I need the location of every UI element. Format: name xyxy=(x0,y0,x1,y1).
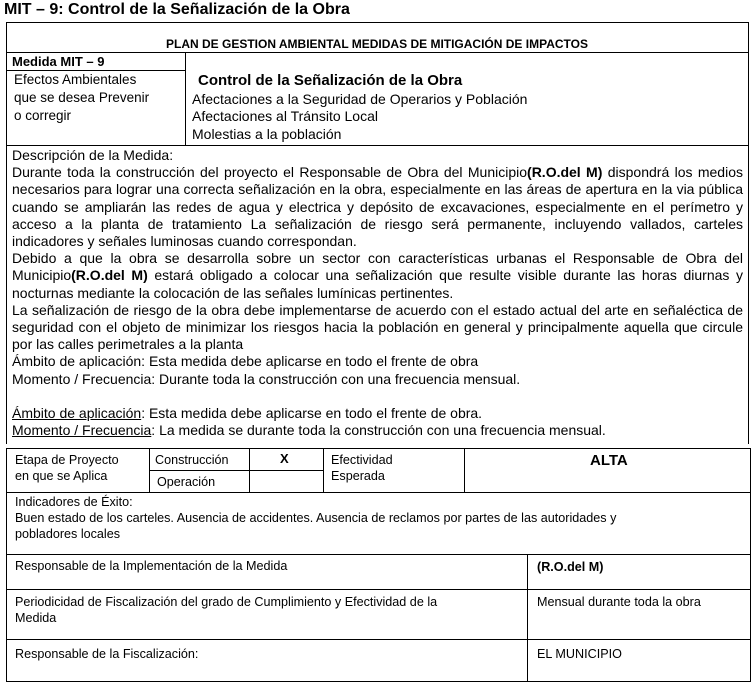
etapa-label: Etapa de Proyecto en que se Aplica xyxy=(15,453,119,483)
efectividad-label: Efectividad Esperada xyxy=(331,453,393,483)
efectividad-value: ALTA xyxy=(590,452,628,469)
momento-line: Momento / Frecuencia: Durante toda la construcción con una frecuencia mensual. xyxy=(12,370,521,387)
descripcion-paragraph: Durante toda la construcción del proyecto el Responsable de Obra del Municipio(R.O.del M) dispondrá los medios necesarios para lograr una correcta señalización en la obra, especialmente en las áreas de apertura en la via pública cuando se ampliarán las redes de agua y electrica y depósito de excavaciones, especialmente en el perímetro y acceso a la planta de tratamiento La señalización de riesgo será permanente, incluyendo vallados, carteles indicadores y señales luminosas cuando correspondan. xyxy=(12,164,743,250)
list-item: Afectaciones al Tránsito Local xyxy=(192,108,378,125)
efectos-heading: Control de la Señalización de la Obra xyxy=(198,72,463,89)
momento-line: Momento / Frecuencia: La medida se durante toda la construcción con una frecuencia mensual. xyxy=(12,422,606,439)
responsable-impl-value: (R.O.del M) xyxy=(537,560,604,574)
ambito-line: Ámbito de aplicación: Esta medida debe aplicarse en todo el frente de obra. xyxy=(12,404,483,421)
responsable-impl-label: Responsable de la Implementación de la Medida xyxy=(15,559,288,573)
descripcion-paragraph: La señalización de riesgo de la obra debe implementarse de acuerdo con el estado actual del arte en señaléctica de seguridad con el objeto de minimizar los riesgos hacia la población en general y principalmente aquella que circule por las calles perimetrales a la planta xyxy=(12,301,743,353)
list-item: Molestias a la población xyxy=(192,125,342,142)
operacion-label: Operación xyxy=(157,475,216,489)
periodicidad-value: Mensual durante toda la obra xyxy=(537,595,701,609)
efectos-label: Efectos Ambientales que se desea Prevenir o corregir xyxy=(14,72,150,123)
plan-title: PLAN DE GESTION AMBIENTAL MEDIDAS DE MITIGACIÓN DE IMPACTOS xyxy=(165,37,588,51)
document-title: MIT – 9: Control de la Señalización de la Obra xyxy=(4,1,350,18)
ambito-line: Ámbito de aplicación: Esta medida debe aplicarse en todo el frente de obra xyxy=(12,353,479,370)
medida-label: Medida MIT – 9 xyxy=(12,54,105,69)
construccion-mark: X xyxy=(280,451,289,466)
list-item: Afectaciones a la Seguridad de Operarios y Población xyxy=(192,91,528,107)
descripcion-block xyxy=(12,147,743,439)
indicadores-label: Indicadores de Éxito: xyxy=(15,495,133,509)
indicadores-block: Indicadores de Éxito: Buen estado de los carteles. Ausencia de accidentes. Ausencia de reclamos por partes de las autoridades y pobladores locales xyxy=(15,495,617,541)
responsable-fisc-label: Responsable de la Fiscalización: xyxy=(15,647,199,661)
efectos-list xyxy=(192,91,527,143)
descripcion-label: Descripción de la Medida: xyxy=(12,147,174,163)
responsable-fisc-value: EL MUNICIPIO xyxy=(537,647,622,661)
descripcion-paragraph: Debido a que la obra se desarrolla sobre un sector con características urbanas el Responsable de Obra del Municipio(R.O.del M) estará obligado a colocar una señalización que resulte visible durante las horas diurnas y nocturnas mediante la colocación de las señales lumínicas pertinentes. xyxy=(12,250,743,301)
periodicidad-label: Periodicidad de Fiscalización del grado de Cumplimiento y Efectividad de la Medida xyxy=(15,595,438,625)
construccion-label: Construcción xyxy=(155,453,229,467)
